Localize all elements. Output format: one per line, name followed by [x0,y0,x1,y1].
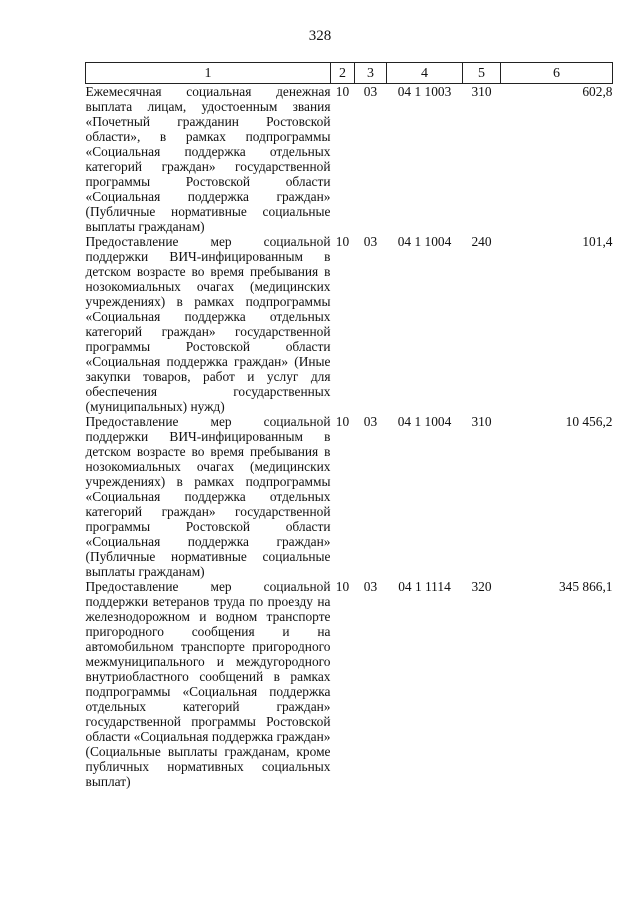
row-target-article: 04 1 1004 [397,234,452,249]
column-header-4: 4 [387,63,463,84]
column-header-3: 3 [355,63,387,84]
row-amount: 345 866,1 [558,579,613,594]
row-section: 10 [335,234,350,249]
row-expense-type: 310 [471,414,492,429]
row-amount: 101,4 [582,234,613,249]
row-target-article: 04 1 1114 [398,579,451,594]
row-subsection: 03 [363,234,378,249]
table-row [86,414,613,579]
table-row [86,579,613,789]
row-expense-type: 240 [471,234,492,249]
row-amount: 602,8 [582,84,613,99]
table-row [86,84,613,235]
row-description: Предоставление мер социальной поддержки ветеранов труда по проезду на железнодорожном и водном транспорте пригородного сообщения и на автомобильном транспорте пригородного межмуниципального и междугородного внутриобластного сообщений в рамках подпрограммы «Социальная поддержка отдельных категорий граждан» государственной программы Ростовской области «Социальная поддержка граждан» (Социальные выплаты гражданам, кроме публичных нормативных социальных выплат) [85,579,331,789]
table-row [86,234,613,414]
row-description: Предоставление мер социальной поддержки ВИЧ-инфицированным в детском возрасте во время пребывания в нозокомиальных очагах (медицинских учреждениях) в рамках подпрограммы «Социальная поддержка отдельных категорий граждан» государственной программы Ростовской области «Социальная поддержка граждан» (Иные закупки товаров, работ и услуг для обеспечения государственных (муниципальных) нужд) [85,234,331,414]
row-subsection: 03 [363,579,378,594]
row-section: 10 [335,84,350,99]
column-header-5: 5 [463,63,501,84]
row-subsection: 03 [363,84,378,99]
column-header-6: 6 [501,63,613,84]
row-amount: 10 456,2 [565,414,613,429]
row-subsection: 03 [363,414,378,429]
column-header-2: 2 [331,63,355,84]
row-target-article: 04 1 1003 [397,84,452,99]
row-section: 10 [335,579,350,594]
budget-table [85,62,613,789]
row-expense-type: 310 [471,84,492,99]
page-number: 328 [308,28,332,44]
row-section: 10 [335,414,350,429]
row-description: Предоставление мер социальной поддержки ВИЧ-инфицированным в детском возрасте во время пребывания в нозокомиальных очагах (медицинских учреждениях) в рамках подпрограммы «Социальная поддержка отдельных категорий граждан» государственной программы Ростовской области «Социальная поддержка граждан» (Публичные нормативные социальные выплаты гражданам) [85,414,331,579]
column-header-1: 1 [86,63,331,84]
row-expense-type: 320 [471,579,492,594]
row-description: Ежемесячная социальная денежная выплата лицам, удостоенным звания «Почетный гражданин Ростовской области», в рамках подпрограммы «Социальная поддержка отдельных категорий граждан» государственной программы Ростовской области «Социальная поддержка граждан» (Публичные нормативные социальные выплаты гражданам) [85,84,331,234]
table-header-row [86,63,613,84]
row-target-article: 04 1 1004 [397,414,452,429]
